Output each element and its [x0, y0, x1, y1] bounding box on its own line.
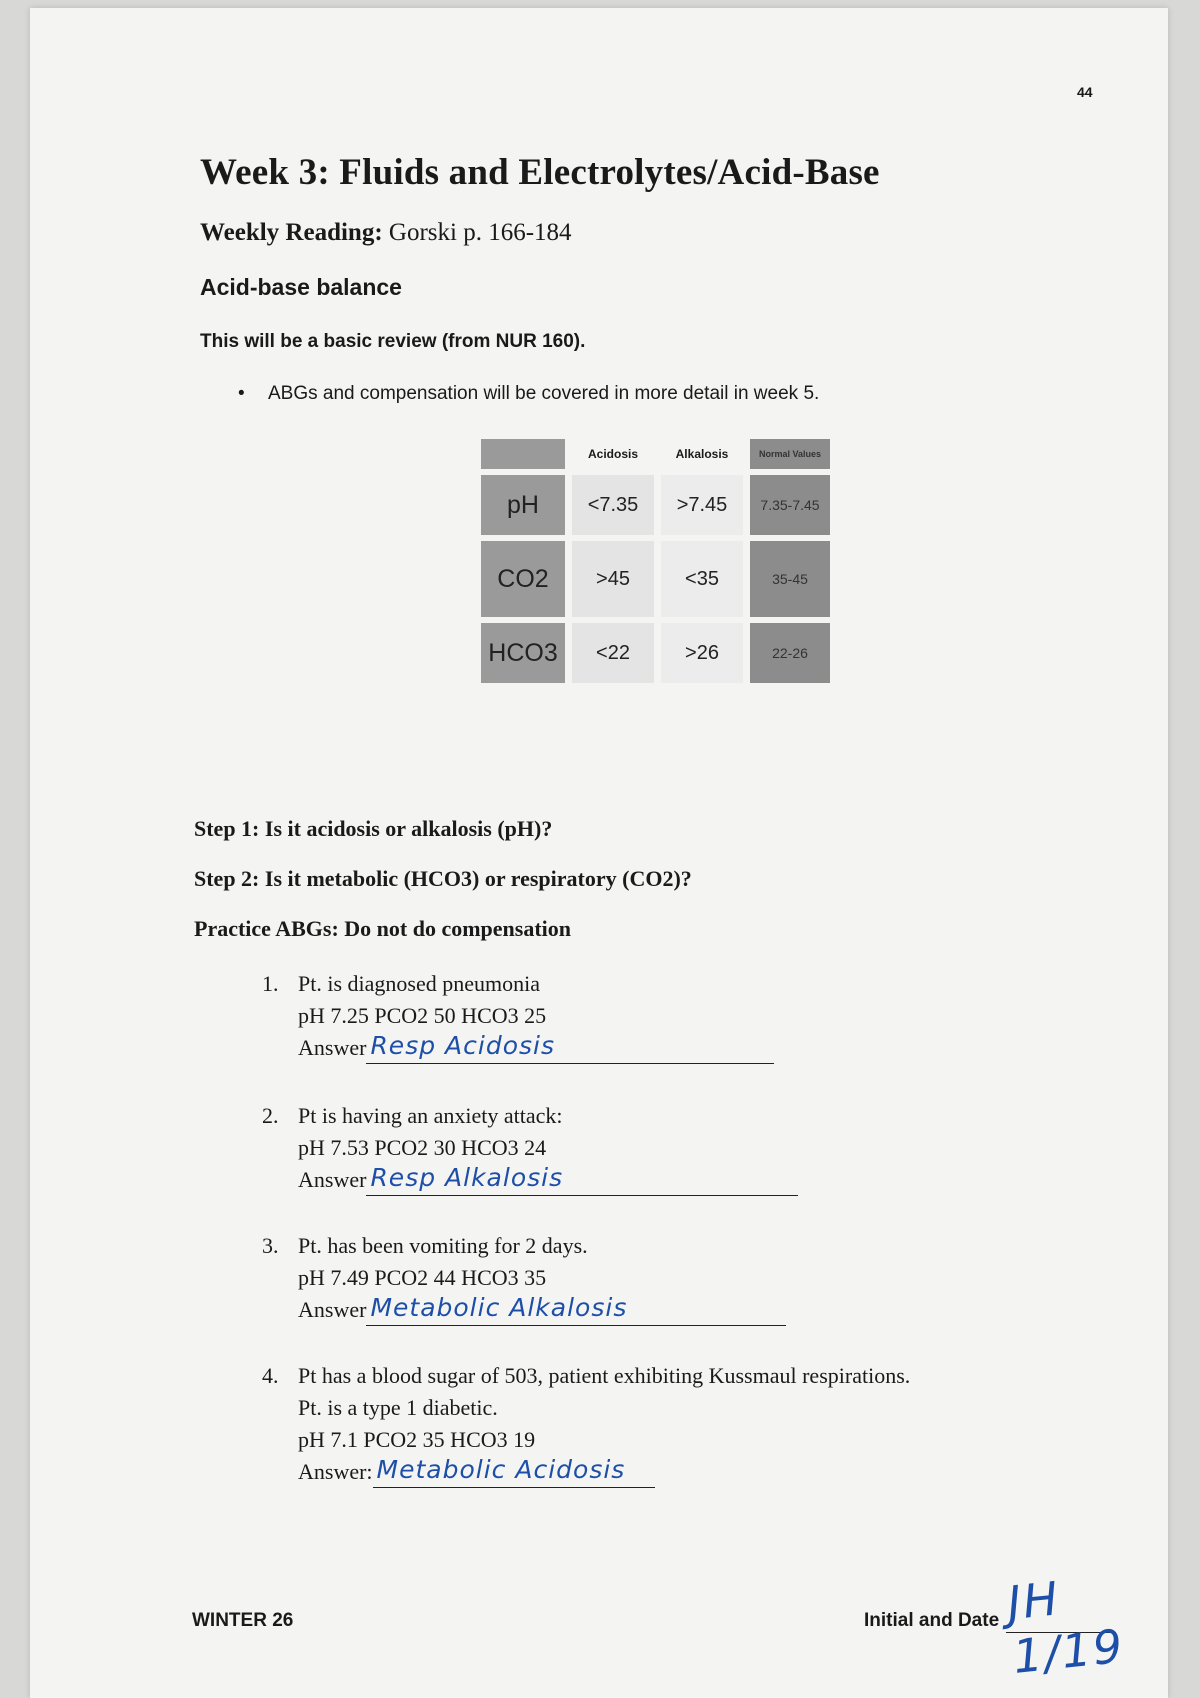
- answer-row: [298, 1456, 910, 1488]
- answer-field[interactable]: [366, 1033, 774, 1064]
- answer-row: [298, 1164, 798, 1196]
- section-heading: Acid-base balance: [200, 274, 402, 300]
- acidosis-value: <7.35: [572, 475, 654, 535]
- question-values: pH 7.25 PCO2 50 HCO3 25: [298, 1003, 547, 1028]
- abg-reference-table: [474, 433, 837, 689]
- handwritten-answer: Resp Alkalosis: [370, 1163, 564, 1192]
- normal-value: 7.35-7.45: [750, 475, 830, 535]
- table-header-normal: Normal Values: [750, 439, 830, 469]
- acidosis-value: >45: [572, 541, 654, 617]
- table-header-alkalosis: Alkalosis: [675, 447, 729, 461]
- question-number: 4.: [262, 1363, 279, 1388]
- acidosis-value: <22: [572, 623, 654, 683]
- question-number: 1.: [262, 971, 279, 996]
- question-text: Pt is having an anxiety attack:: [298, 1103, 563, 1128]
- page-number: 44: [1077, 84, 1093, 100]
- alkalosis-value: <35: [661, 541, 743, 617]
- question-text: Pt. is diagnosed pneumonia: [298, 971, 540, 996]
- row-label: HCO3: [481, 623, 565, 683]
- question-number: 3.: [262, 1233, 279, 1258]
- worksheet-page: [30, 8, 1168, 1698]
- table-header-acidosis: Acidosis: [587, 447, 638, 461]
- normal-value: 35-45: [750, 541, 830, 617]
- table-row: [481, 475, 830, 535]
- answer-label: Answer: [298, 1167, 367, 1192]
- answer-row: [298, 1294, 786, 1326]
- answer-label: Answer: [298, 1297, 367, 1322]
- weekly-reading-text: Gorski p. 166-184: [382, 219, 572, 246]
- table-header-row: [481, 439, 830, 469]
- question-2: [262, 1100, 798, 1196]
- step-2: Step 2: Is it metabolic (HCO3) or respiratory (CO2)?: [194, 866, 692, 891]
- answer-label: Answer: [298, 1035, 367, 1060]
- bullet-item: [238, 383, 819, 405]
- question-4: [262, 1360, 910, 1488]
- initial-date-label: Initial and Date: [864, 1610, 1000, 1631]
- row-label: pH: [481, 475, 565, 535]
- row-label: CO2: [481, 541, 565, 617]
- weekly-reading-label: Weekly Reading:: [200, 219, 383, 246]
- question-text: Pt has a blood sugar of 503, patient exhibiting Kussmaul respirations.: [298, 1363, 911, 1388]
- practice-heading: Practice ABGs: Do not do compensation: [194, 916, 572, 941]
- handwritten-answer: Resp Acidosis: [370, 1031, 555, 1060]
- question-number: 2.: [262, 1103, 279, 1128]
- table-header-blank: [481, 439, 565, 469]
- alkalosis-value: >7.45: [661, 475, 743, 535]
- handwritten-answer: Metabolic Alkalosis: [370, 1293, 628, 1322]
- step-1: Step 1: Is it acidosis or alkalosis (pH)?: [194, 816, 553, 841]
- question-values: pH 7.1 PCO2 35 HCO3 19: [298, 1427, 536, 1452]
- answer-field[interactable]: [373, 1457, 655, 1488]
- normal-value: 22-26: [750, 623, 830, 683]
- review-note: This will be a basic review (from NUR 160).: [200, 331, 586, 352]
- answer-field[interactable]: [366, 1165, 798, 1196]
- question-text-2: Pt. is a type 1 diabetic.: [298, 1395, 498, 1420]
- table-row: [481, 541, 830, 617]
- question-1: [262, 968, 774, 1064]
- term-label: WINTER 26: [192, 1610, 294, 1631]
- handwritten-answer: Metabolic Acidosis: [376, 1455, 626, 1484]
- weekly-reading: [200, 219, 572, 247]
- question-values: pH 7.53 PCO2 30 HCO3 24: [298, 1135, 547, 1160]
- bullet-text: ABGs and compensation will be covered in more detail in week 5.: [268, 383, 820, 404]
- bullet-icon: •: [238, 383, 245, 404]
- page-title: Week 3: Fluids and Electrolytes/Acid-Base: [200, 152, 880, 193]
- table-row: [481, 623, 830, 683]
- answer-field[interactable]: [366, 1295, 786, 1326]
- alkalosis-value: >26: [661, 623, 743, 683]
- handwritten-signature: JH 1/19: [1004, 1571, 1127, 1684]
- answer-row: [298, 1032, 774, 1064]
- question-text: Pt. has been vomiting for 2 days.: [298, 1233, 588, 1258]
- question-values: pH 7.49 PCO2 44 HCO3 35: [298, 1265, 547, 1290]
- answer-label: Answer:: [298, 1459, 373, 1484]
- question-3: [262, 1230, 786, 1326]
